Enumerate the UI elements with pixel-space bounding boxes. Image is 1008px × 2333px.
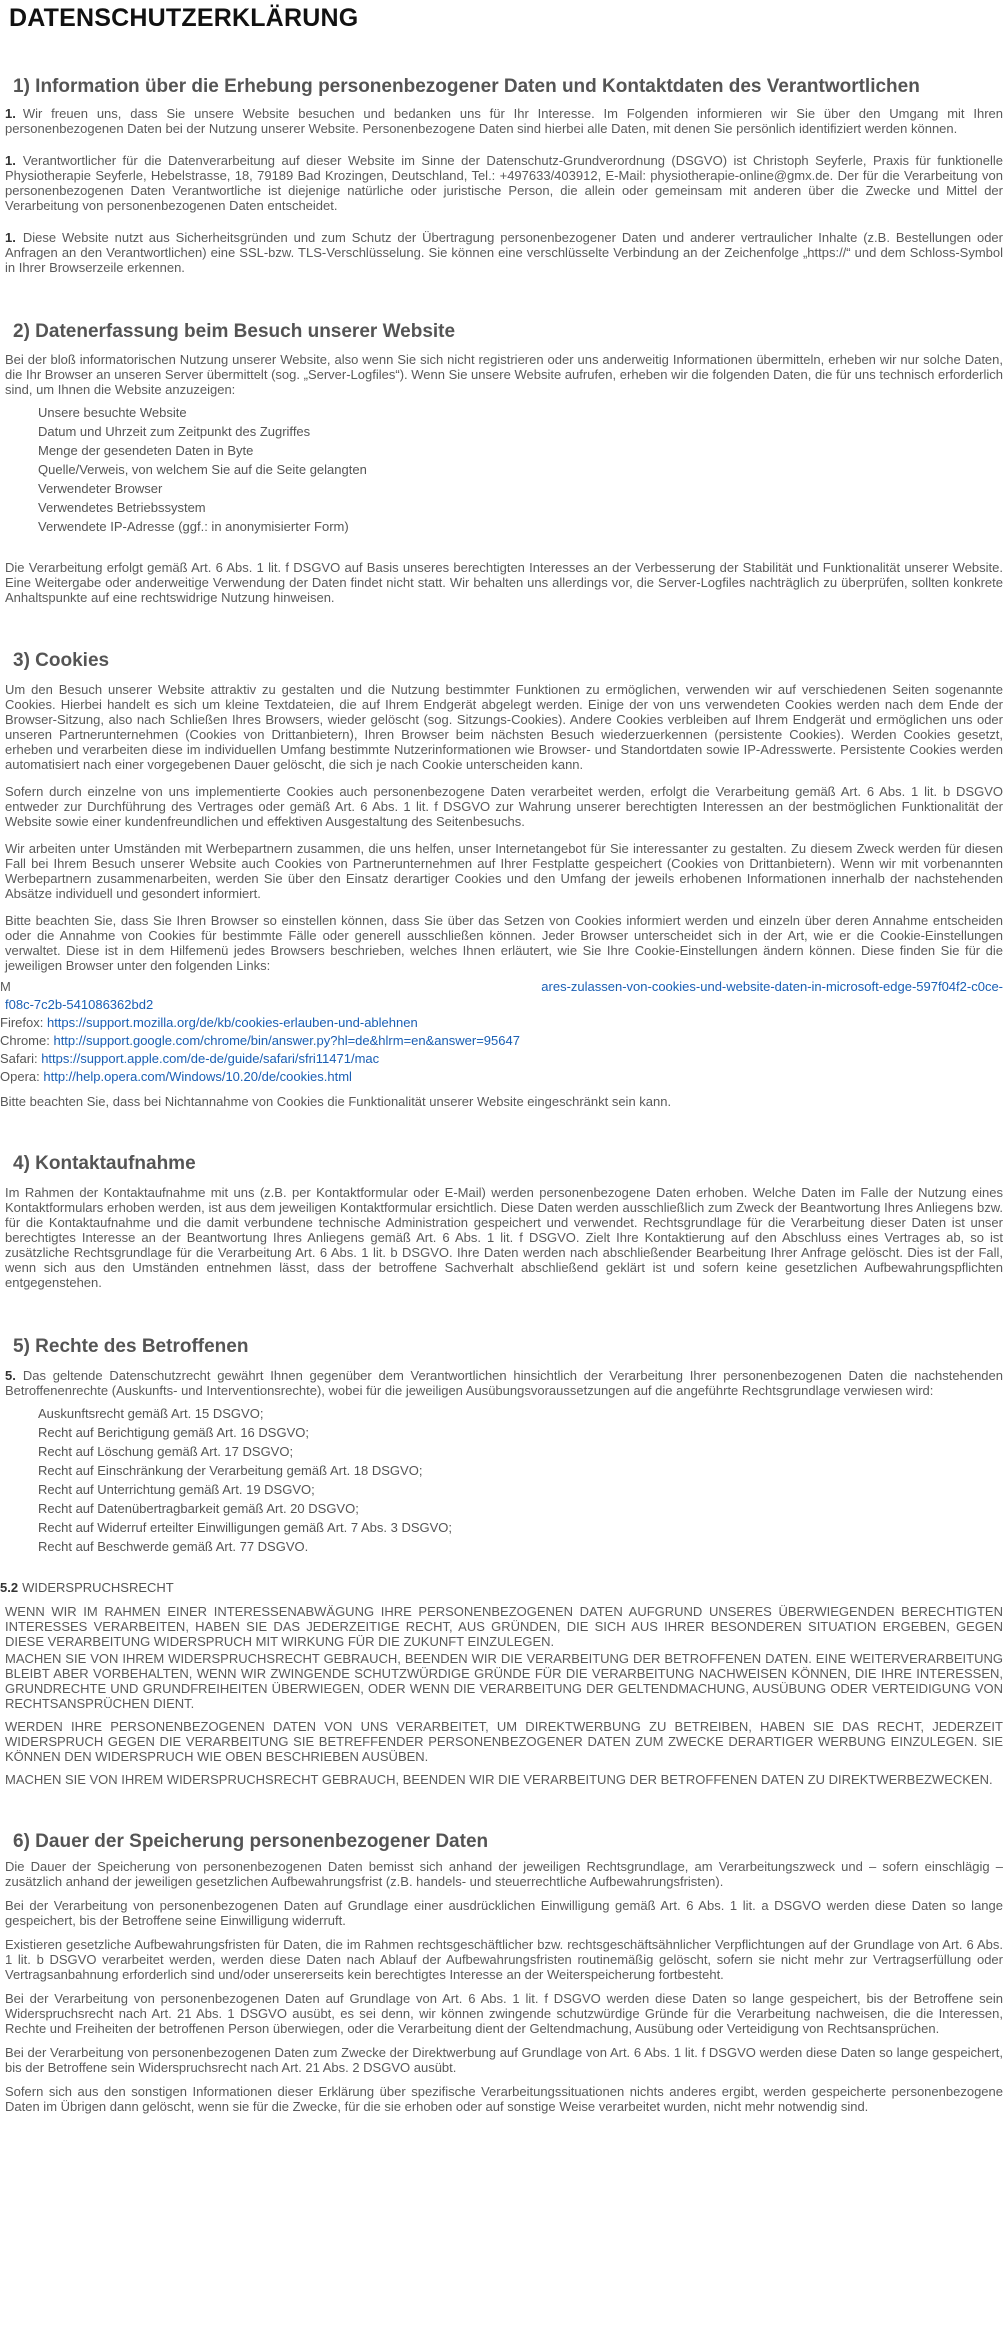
list-item: Datum und Uhrzeit zum Zeitpunkt des Zugriffes bbox=[38, 424, 311, 439]
list-item: Verwendetes Betriebssystem bbox=[38, 500, 206, 515]
objection-paragraph-3: WERDEN IHRE PERSONENBEZOGENEN DATEN VON UNS VERARBEITET, UM DIREKTWERBUNG ZU BETREIBEN, HABEN SIE DAS RECHT, JEDERZEIT WIDERSPRUCH GEGEN DIE VERARBEITUNG SIE BETREFFENDER PERSONENBEZOGENER DATEN ZUM ZWECKE DERARTIGER WERBUNG EINZULEGEN. SIE KÖNNEN DEN WIDERSPRUCH WIE OBEN BESCHRIEBEN AUSÜBEN. bbox=[5, 1719, 1003, 1764]
section-6-paragraph-2: Bei der Verarbeitung von personenbezogenen Daten auf Grundlage einer ausdrücklichen Einwilligung gemäß Art. 6 Abs. 1 lit. a DSGVO werden diese Daten so lange gespeichert, bis der Betroffene seine Einwilligung widerruft. bbox=[5, 1898, 1003, 1928]
list-item: Recht auf Löschung gemäß Art. 17 DSGVO; bbox=[38, 1444, 294, 1459]
edge-link-block bbox=[0, 978, 1003, 1014]
browser-links-list bbox=[0, 1014, 1003, 1086]
section-6-heading: 6) Dauer der Speicherung personenbezogener Daten bbox=[13, 1831, 489, 1852]
objection-paragraph-4: MACHEN SIE VON IHREM WIDERSPRUCHSRECHT GEBRAUCH, BEENDEN WIR DIE VERARBEITUNG DER BETROFFENEN DATEN ZU DIREKTWERBEZWECKEN. bbox=[5, 1772, 993, 1787]
browser-link-opera: Opera: http://help.opera.com/Windows/10.20/de/cookies.html bbox=[0, 1069, 352, 1084]
section-3-paragraph-1: Um den Besuch unserer Website attraktiv zu gestalten und die Nutzung bestimmter Funktionen zu ermöglichen, verwenden wir auf verschiedenen Seiten sogenannte Cookies. Hierbei handelt es sich um kleine Textdateien, die auf Ihrem Endgerät abgelegt werden. Einige der von uns verwendeten Cookies werden nach dem Ende der Browser-Sitzung, also nach Schließen Ihres Browsers, wieder gelöscht (sog. Sitzungs-Cookies). Andere Cookies verbleiben auf Ihrem Endgerät und ermöglichen uns oder unseren Partnerunternehmen (Cookies von Drittanbietern), Ihren Browser beim nächsten Besuch wiederzuerkennen (persistente Cookies). Werden Cookies gesetzt, erheben und verarbeiten diese im individuellen Umfang bestimmte Nutzerinformationen wie Browser- und Standortdaten sowie IP-Adresswerte. Persistente Cookies werden automatisiert nach einer vorgegebenen Dauer gelöscht, die sich je nach Cookie unterscheiden kann. bbox=[5, 682, 1003, 772]
edge-cookie-link[interactable]: ares-zulassen-von-cookies-und-website-daten-in-microsoft-edge-597f04f2-c0ce- bbox=[541, 979, 1003, 994]
list-item: Recht auf Beschwerde gemäß Art. 77 DSGVO. bbox=[38, 1539, 309, 1554]
section-4 bbox=[5, 1153, 1003, 1290]
opera-link[interactable]: http://help.opera.com/Windows/10.20/de/cookies.html bbox=[43, 1069, 352, 1084]
section-2 bbox=[5, 321, 1003, 605]
list-item: Recht auf Einschränkung der Verarbeitung gemäß Art. 18 DSGVO; bbox=[38, 1463, 423, 1478]
page-title: DATENSCHUTZERKLÄRUNG bbox=[9, 4, 359, 32]
list-item: Recht auf Datenübertragbarkeit gemäß Art. 20 DSGVO; bbox=[38, 1501, 359, 1516]
list-item: Quelle/Verweis, von welchem Sie auf die Seite gelangten bbox=[38, 462, 367, 477]
section-3-paragraph-2: Sofern durch einzelne von uns implementierte Cookies auch personenbezogene Daten verarbeitet werden, erfolgt die Verarbeitung gemäß Art. 6 Abs. 1 lit. b DSGVO entweder zur Durchführung des Vertrages oder gemäß Art. 6 Abs. 1 lit. f DSGVO zur Wahrung unserer berechtigten Interessen an der bestmöglichen Funktionalität der Website sowie einer kundenfreundlichen und effektiven Ausgestaltung des Seitenbesuchs. bbox=[5, 784, 1003, 829]
list-item: Auskunftsrecht gemäß Art. 15 DSGVO; bbox=[38, 1406, 264, 1421]
section-5-paragraph-1: 5. Das geltende Datenschutzrecht gewährt Ihnen gegenüber dem Verantwortlichen hinsichtlich der Verarbeitung Ihrer personenbezogenen Daten die nachstehenden Betroffenenrechte (Auskunfts- und Interventionsrechte), wobei für die jeweiligen Ausübungsvoraussetzungen auf die angeführte Rechtsgrundlage verwiesen wird: bbox=[5, 1368, 1003, 1398]
section-5 bbox=[0, 1336, 1003, 1787]
section-1-paragraph-1: 1. Wir freuen uns, dass Sie unsere Website besuchen und bedanken uns für Ihr Interesse. Im Folgenden informieren wir Sie über den Umgang mit Ihren personenbezogenen Daten bei der Nutzung unserer Website. Personenbezogene Daten sind hierbei alle Daten, mit denen Sie persönlich identifiziert werden können. bbox=[5, 106, 1003, 136]
server-log-data-list bbox=[5, 403, 1003, 536]
section-5-heading: 5) Rechte des Betroffenen bbox=[13, 1336, 249, 1357]
objection-subheading: 5.2 WIDERSPRUCHSRECHT bbox=[0, 1580, 174, 1595]
edge-label: M bbox=[0, 979, 11, 994]
safari-link[interactable]: https://support.apple.com/de-de/guide/safari/sfri11471/mac bbox=[41, 1051, 380, 1066]
section-1-paragraph-2: 1. Verantwortlicher für die Datenverarbeitung auf dieser Website im Sinne der Datenschutz-Grundverordnung (DSGVO) ist Christoph Seyferle, Praxis für funktionelle Physiotherapie Seyferle, Hebelstrasse, 18, 79189 Bad Krozingen, Deutschland, Tel.: +497633/403912, E-Mail: physiotherapie-online@gmx.de. Der für die Verarbeitung von personenbezogenen Daten Verantwortliche ist diejenige natürliche oder juristische Person, die allein oder gemeinsam mit anderen über die Zwecke und Mittel der Verarbeitung von personenbezogenen Daten entscheidet. bbox=[5, 153, 1003, 213]
section-6-paragraph-1: Die Dauer der Speicherung von personenbezogenen Daten bemisst sich anhand der jeweiligen Rechtsgrundlage, am Verarbeitungszweck und – sofern einschlägig – zusätzlich anhand der jeweiligen gesetzlichen Aufbewahrungsfrist (z.B. handels- und steuerrechtliche Aufbewahrungsfristen). bbox=[5, 1859, 1003, 1889]
list-item: Recht auf Widerruf erteilter Einwilligungen gemäß Art. 7 Abs. 3 DSGVO; bbox=[38, 1520, 453, 1535]
list-item: Verwendete IP-Adresse (ggf.: in anonymisierter Form) bbox=[38, 519, 349, 534]
section-1 bbox=[5, 76, 1003, 275]
list-item: Recht auf Unterrichtung gemäß Art. 19 DSGVO; bbox=[38, 1482, 315, 1497]
data-subject-rights-list bbox=[5, 1404, 1003, 1556]
firefox-link[interactable]: https://support.mozilla.org/de/kb/cookies-erlauben-und-ablehnen bbox=[46, 1015, 418, 1030]
section-2-outro: Die Verarbeitung erfolgt gemäß Art. 6 Abs. 1 lit. f DSGVO auf Basis unseres berechtigten Interesses an der Verbesserung der Stabilität und Funktionalität unserer Website. Eine Weitergabe oder anderweitige Verwendung der Daten findet nicht statt. Wir behalten uns allerdings vor, die Server-Logfiles nachträglich zu überprüfen, sollten konkrete Anhaltspunkte auf eine rechtswidrige Nutzung hinweisen. bbox=[5, 560, 1003, 605]
section-3-paragraph-4: Bitte beachten Sie, dass Sie Ihren Browser so einstellen können, dass Sie über das Setzen von Cookies informiert werden und einzeln über deren Annahme entscheiden oder die Annahme von Cookies für bestimmte Fälle oder generell ausschließen können. Jeder Browser unterscheidet sich in der Art, wie er die Cookie-Einstellungen verwaltet. Diese ist in dem Hilfemenü jedes Browsers beschrieben, welches Ihnen erläutert, wie Sie Ihre Cookie-Einstellungen ändern können. Diese finden Sie für die jeweiligen Browser unter den folgenden Links: bbox=[5, 913, 1003, 973]
section-1-heading: 1) Information über die Erhebung personenbezogener Daten und Kontaktdaten des Verantwortlichen bbox=[13, 76, 920, 97]
section-4-paragraph-1: Im Rahmen der Kontaktaufnahme mit uns (z.B. per Kontaktformular oder E-Mail) werden personenbezogene Daten erhoben. Welche Daten im Falle der Nutzung eines Kontaktformulars erhoben werden, ist aus dem jeweiligen Kontaktformular ersichtlich. Diese Daten werden ausschließlich zum Zweck der Beantwortung Ihres Anliegens bzw. für die Kontaktaufnahme und die damit verbundene technische Administration gespeichert und verwendet. Rechtsgrundlage für die Verarbeitung dieser Daten ist unser berechtigtes Interesse an der Beantwortung Ihres Anliegens gemäß Art. 6 Abs. 1 lit. f DSGVO. Zielt Ihre Kontaktierung auf den Abschluss eines Vertrages ab, so ist zusätzliche Rechtsgrundlage für die Verarbeitung Art. 6 Abs. 1 lit. b DSGVO. Ihre Daten werden nach abschließender Bearbeitung Ihrer Anfrage gelöscht. Dies ist der Fall, wenn sich aus den Umständen entnehmen lässt, dass der betroffene Sachverhalt abschließend geklärt ist und sofern keine gesetzlichen Aufbewahrungspflichten entgegenstehen. bbox=[5, 1185, 1003, 1290]
section-3-paragraph-3: Wir arbeiten unter Umständen mit Werbepartnern zusammen, die uns helfen, unser Internetangebot für Sie interessanter zu gestalten. Zu diesem Zweck werden für diesen Fall bei Ihrem Besuch unserer Website auch Cookies von Partnerunternehmen auf Ihrer Festplatte gespeichert (Cookies von Drittanbietern). Wenn wir mit vorbenannten Werbepartnern zusammenarbeiten, werden Sie über den Einsatz derartiger Cookies und den Umfang der jeweils erhobenen Informationen innerhalb der nachstehenden Absätze individuell und gesondert informiert. bbox=[5, 841, 1003, 901]
section-3-heading: 3) Cookies bbox=[13, 650, 110, 671]
browser-link-firefox: Firefox: https://support.mozilla.org/de/kb/cookies-erlauben-und-ablehnen bbox=[0, 1015, 418, 1030]
edge-cookie-link-continued[interactable]: f08c-7c2b-541086362bd2 bbox=[5, 997, 154, 1012]
section-4-heading: 4) Kontaktaufnahme bbox=[13, 1153, 196, 1174]
list-item: Menge der gesendeten Daten in Byte bbox=[38, 443, 254, 458]
section-6-paragraph-6: Sofern sich aus den sonstigen Informationen dieser Erklärung über spezifische Verarbeitungssituationen nichts anderes ergibt, werden gespeicherte personenbezogene Daten im Übrigen dann gelöscht, wenn sie für die Zwecke, für die sie erhoben oder auf sonstige Weise verarbeitet wurden, nicht mehr notwendig sind. bbox=[5, 2084, 1003, 2114]
objection-paragraph-1: WENN WIR IM RAHMEN EINER INTERESSENABWÄGUNG IHRE PERSONENBEZOGENEN DATEN AUFGRUND UNSERES ÜBERWIEGENDEN BERECHTIGTEN INTERESSES VERARBEITEN, HABEN SIE DAS JEDERZEITIGE RECHT, AUS GRÜNDEN, DIE SICH AUS IHRER BESONDEREN SITUATION ERGEBEN, GEGEN DIESE VERARBEITUNG WIDERSPRUCH MIT WIRKUNG FÜR DIE ZUKUNFT EINZULEGEN. bbox=[5, 1604, 1003, 1649]
section-6-paragraph-4: Bei der Verarbeitung von personenbezogenen Daten auf Grundlage von Art. 6 Abs. 1 lit. f DSGVO werden diese Daten so lange gespeichert, bis der Betroffene sein Widerspruchsrecht nach Art. 21 Abs. 1 DSGVO ausübt, es sei denn, wir können zwingende schutzwürdige Gründe für die Verarbeitung nachweisen, die die Interessen, Rechte und Freiheiten der betroffenen Person überwiegen, oder die Verarbeitung dient der Geltendmachung, Ausübung oder Verteidigung von Rechtsansprüchen. bbox=[5, 1991, 1003, 2036]
section-1-paragraph-3: 1. Diese Website nutzt aus Sicherheitsgründen und zum Schutz der Übertragung personenbezogener Daten und anderer vertraulicher Inhalte (z.B. Bestellungen oder Anfragen an den Verantwortlichen) eine SSL-bzw. TLS-Verschlüsselung. Sie können eine verschlüsselte Verbindung an der Zeichenfolge „https://“ und dem Schloss-Symbol in Ihrer Browserzeile erkennen. bbox=[5, 230, 1003, 275]
browser-link-safari: Safari: https://support.apple.com/de-de/guide/safari/sfri11471/mac bbox=[0, 1051, 380, 1066]
section-6 bbox=[5, 1831, 1003, 2114]
list-item: Recht auf Berichtigung gemäß Art. 16 DSGVO; bbox=[38, 1425, 309, 1440]
section-2-heading: 2) Datenerfassung beim Besuch unserer Website bbox=[13, 321, 456, 342]
objection-paragraph-2: MACHEN SIE VON IHREM WIDERSPRUCHSRECHT GEBRAUCH, BEENDEN WIR DIE VERARBEITUNG DER BETROFFENEN DATEN. EINE WEITERVERARBEITUNG BLEIBT ABER VORBEHALTEN, WENN WIR ZWINGENDE SCHUTZWÜRDIGE GRÜNDE FÜR DIE VERARBEITUNG NACHWEISEN KÖNNEN, DIE IHRE INTERESSEN, GRUNDRECHTE UND GRUNDFREIHEITEN ÜBERWIEGEN, ODER WENN DIE VERARBEITUNG DER GELTENDMACHUNG, AUSÜBUNG ODER VERTEIDIGUNG VON RECHTSANSPRÜCHEN DIENT. bbox=[5, 1651, 1003, 1711]
section-3-paragraph-5: Bitte beachten Sie, dass bei Nichtannahme von Cookies die Funktionalität unserer Website eingeschränkt sein kann. bbox=[0, 1094, 672, 1109]
list-item: Unsere besuchte Website bbox=[38, 405, 187, 420]
browser-link-chrome: Chrome: http://support.google.com/chrome/bin/answer.py?hl=de&hlrm=en&answer=95647 bbox=[0, 1033, 520, 1048]
section-6-paragraph-5: Bei der Verarbeitung von personenbezogenen Daten zum Zwecke der Direktwerbung auf Grundlage von Art. 6 Abs. 1 lit. f DSGVO werden diese Daten so lange gespeichert, bis der Betroffene sein Widerspruchsrecht nach Art. 21 Abs. 2 DSGVO ausübt. bbox=[5, 2045, 1003, 2075]
section-6-paragraph-3: Existieren gesetzliche Aufbewahrungsfristen für Daten, die im Rahmen rechtsgeschäftlicher bzw. rechtsgeschäftsähnlicher Verpflichtungen auf der Grundlage von Art. 6 Abs. 1 lit. b DSGVO verarbeitet werden, werden diese Daten nach Ablauf der Aufbewahrungsfristen routinemäßig gelöscht, sofern sie nicht mehr zur Vertragserfüllung oder Vertragsanbahnung erforderlich sind und/oder unsererseits kein berechtigtes Interesse an der Weiterspeicherung fortbesteht. bbox=[5, 1937, 1003, 1982]
section-2-intro: Bei der bloß informatorischen Nutzung unserer Website, also wenn Sie sich nicht registrieren oder uns anderweitig Informationen übermitteln, erheben wir nur solche Daten, die Ihr Browser an unseren Server übermittelt (sog. „Server-Logfiles“). Wenn Sie unsere Website aufrufen, erheben wir die folgenden Daten, die für uns technisch erforderlich sind, um Ihnen die Website anzuzeigen: bbox=[5, 352, 1003, 397]
section-3 bbox=[0, 650, 1003, 1109]
chrome-link[interactable]: http://support.google.com/chrome/bin/answer.py?hl=de&hlrm=en&answer=95647 bbox=[53, 1033, 520, 1048]
list-item: Verwendeter Browser bbox=[38, 481, 163, 496]
